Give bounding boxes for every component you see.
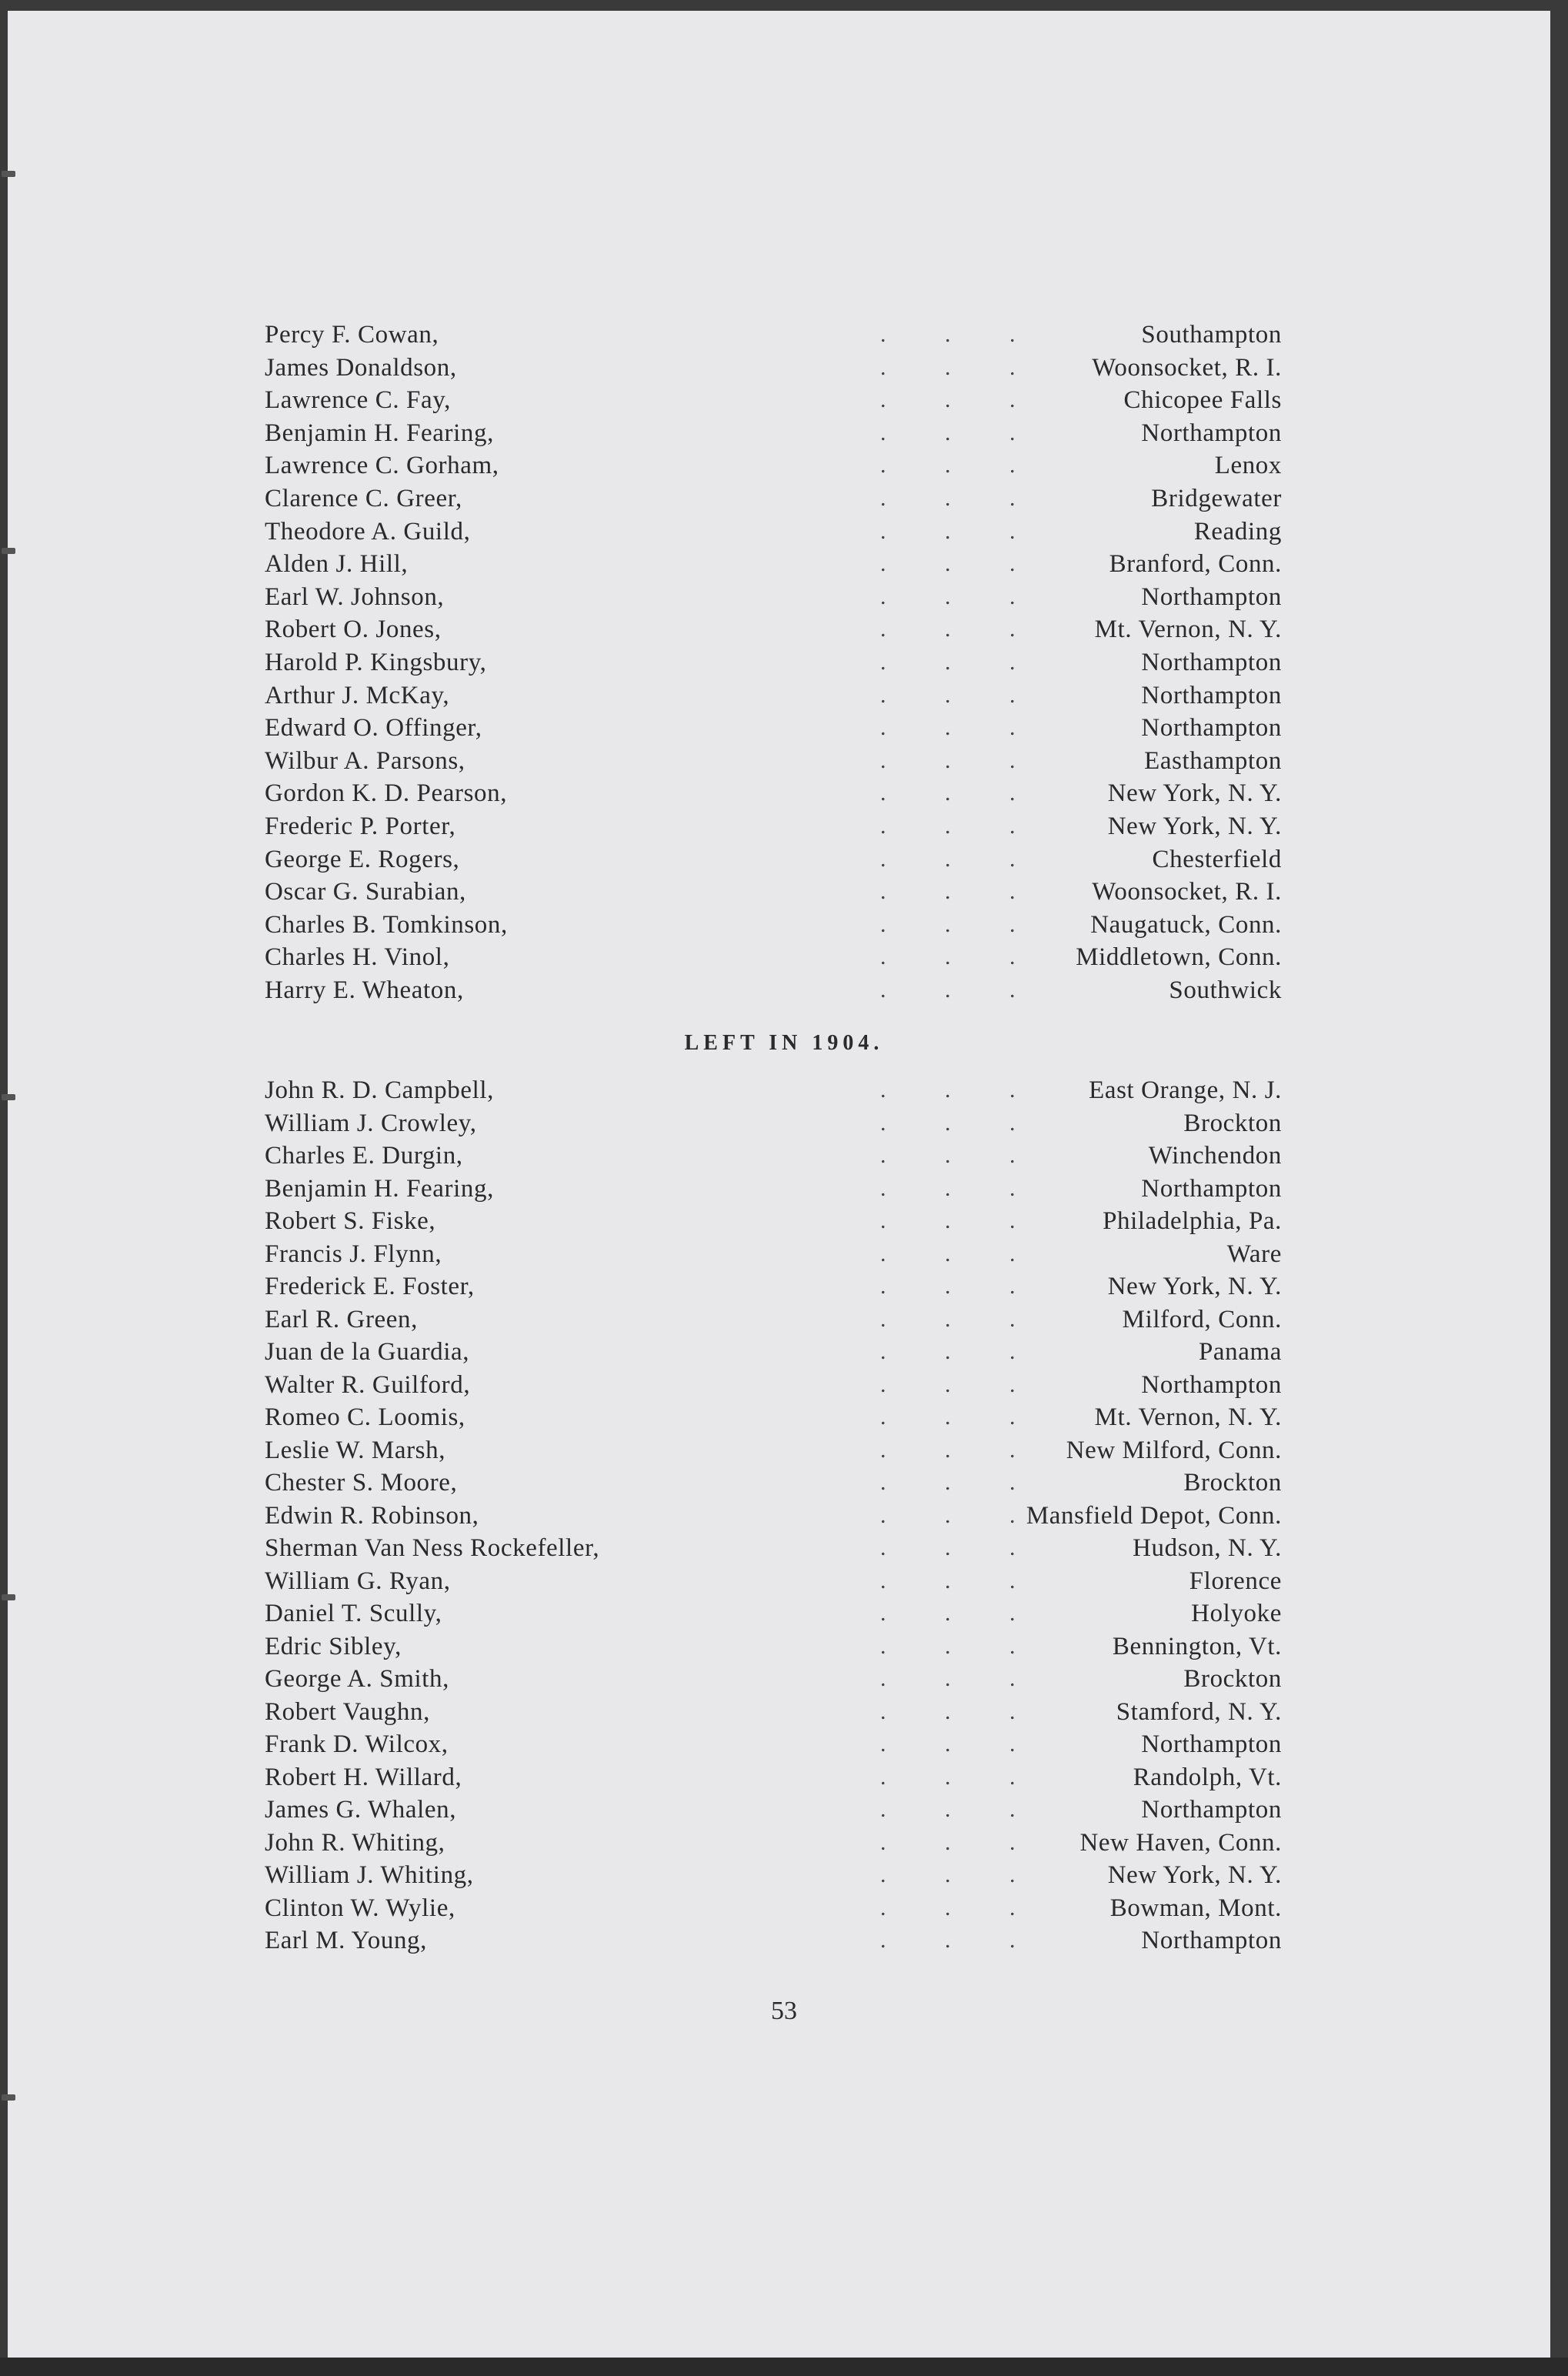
leader-dot: . — [880, 486, 886, 511]
list-item — [265, 1140, 1282, 1172]
person-name: Daniel T. Scully, — [265, 1600, 442, 1627]
leader-dot: . — [945, 1797, 951, 1822]
hometown: Naugatuck, Conn. — [1090, 910, 1282, 939]
person-name: Charles E. Durgin, — [265, 1142, 463, 1170]
list-item — [265, 516, 1282, 548]
person-name: Lawrence C. Fay, — [265, 386, 452, 415]
list-item — [265, 1205, 1282, 1237]
list-item — [265, 1597, 1282, 1630]
leader-dot: . — [1009, 419, 1016, 446]
list-item — [265, 1434, 1282, 1467]
list-item — [265, 1728, 1282, 1760]
leader-dot: . — [880, 583, 886, 609]
person-name: Theodore A. Guild, — [265, 517, 471, 546]
hometown: Northampton — [1141, 1730, 1282, 1758]
person-name: William J. Crowley, — [265, 1109, 477, 1137]
hometown: Mt. Vernon, N. Y. — [1094, 1403, 1282, 1431]
leader-dot: . — [880, 747, 886, 773]
list-item — [265, 679, 1282, 712]
leader-dot: . — [945, 649, 951, 675]
leader-dot: . — [880, 1502, 886, 1528]
leader-dot: . — [880, 1797, 886, 1822]
list-item — [265, 1696, 1282, 1728]
person-name: Edward O. Offinger, — [265, 714, 482, 742]
leader-dot: . — [880, 1829, 886, 1855]
leader-dot: . — [1009, 911, 1016, 937]
person-name: Percy F. Cowan, — [265, 321, 439, 349]
leader-dot: . — [880, 1240, 886, 1266]
person-name: William J. Whiting, — [265, 1861, 474, 1889]
leader-dot: . — [880, 1143, 886, 1168]
person-name: Chester S. Moore, — [265, 1469, 458, 1497]
list-item — [265, 1892, 1282, 1924]
leader-dot: . — [880, 1470, 886, 1495]
list-item — [265, 449, 1282, 482]
leader-dot: . — [880, 780, 886, 806]
hometown: Brockton — [1183, 1469, 1282, 1497]
leader-dot: . — [1009, 1273, 1016, 1299]
leader-dot: . — [880, 1633, 886, 1659]
person-name: Charles B. Tomkinson, — [265, 910, 508, 939]
hometown: Mansfield Depot, Conn. — [1026, 1501, 1282, 1530]
list-item — [265, 548, 1282, 580]
leader-dot: . — [1009, 1404, 1016, 1430]
leader-dot: . — [945, 944, 951, 970]
list-item — [265, 777, 1282, 809]
leader-dot: . — [945, 1240, 951, 1266]
leader-dot: . — [1009, 1306, 1016, 1332]
leader-dot: . — [1009, 1371, 1016, 1397]
person-name: Lawrence C. Gorham, — [265, 452, 499, 480]
leader-dot: . — [880, 1764, 886, 1790]
hometown: Randolph, Vt. — [1133, 1763, 1282, 1791]
leader-dot: . — [945, 1567, 951, 1593]
leader-dot: . — [945, 322, 951, 347]
margin-tick — [2, 171, 15, 177]
hometown: Southwick — [1169, 976, 1282, 1004]
leader-dot: . — [1009, 486, 1016, 511]
hometown: Northampton — [1141, 649, 1282, 676]
person-name: Benjamin H. Fearing, — [265, 1174, 494, 1203]
leader-dot: . — [880, 1698, 886, 1724]
leader-dot: . — [945, 1306, 951, 1332]
leader-dot: . — [945, 616, 951, 642]
person-name: Frederic P. Porter, — [265, 813, 456, 840]
leader-dot: . — [945, 846, 951, 872]
list-item — [265, 1336, 1282, 1368]
list-item — [265, 810, 1282, 843]
leader-dot: . — [945, 1404, 951, 1430]
person-name: James G. Whalen, — [265, 1796, 457, 1824]
person-name: George E. Rogers, — [265, 845, 460, 873]
hometown: New York, N. Y. — [1107, 1273, 1282, 1300]
leader-dot: . — [945, 1894, 951, 1920]
person-name: John R. D. Campbell, — [265, 1076, 494, 1104]
leader-dot: . — [880, 682, 886, 708]
leader-dot: . — [880, 1306, 886, 1332]
leader-dot: . — [945, 1502, 951, 1528]
leader-dot: . — [945, 1437, 951, 1463]
hometown: Woonsocket, R. I. — [1092, 878, 1282, 906]
list-item — [265, 1369, 1282, 1401]
leader-dot: . — [1009, 354, 1016, 380]
person-name: John R. Whiting, — [265, 1828, 445, 1857]
leader-dot: . — [880, 715, 886, 741]
scan-bottom-edge — [0, 2358, 1568, 2376]
person-name: William G. Ryan, — [265, 1567, 451, 1595]
hometown: New York, N. Y. — [1107, 1861, 1282, 1889]
section-heading: LEFT IN 1904. — [684, 1031, 884, 1055]
leader-dot: . — [945, 1175, 951, 1201]
leader-dot: . — [1009, 813, 1016, 839]
hometown: Northampton — [1141, 714, 1282, 742]
hometown: New Haven, Conn. — [1079, 1828, 1282, 1857]
person-name: Alden J. Hill, — [265, 550, 409, 579]
leader-dot: . — [880, 1077, 886, 1103]
leader-dot: . — [945, 1600, 951, 1626]
person-name: Earl W. Johnson, — [265, 582, 445, 611]
hometown: Easthampton — [1144, 746, 1282, 775]
leader-dot: . — [880, 354, 886, 380]
person-name: Robert S. Fiske, — [265, 1207, 436, 1235]
leader-dot: . — [1009, 1502, 1016, 1528]
leader-dot: . — [880, 1175, 886, 1201]
list-item — [265, 581, 1282, 613]
leader-dot: . — [880, 1437, 886, 1463]
person-name: Sherman Van Ness Rockefeller, — [265, 1534, 600, 1562]
list-item — [265, 1074, 1282, 1106]
leader-dot: . — [1009, 1862, 1016, 1887]
leader-dot: . — [1009, 1731, 1016, 1757]
person-name: James Donaldson, — [265, 353, 457, 382]
leader-dot: . — [945, 1698, 951, 1724]
hometown: Northampton — [1141, 1370, 1282, 1399]
hometown: Brockton — [1183, 1665, 1282, 1693]
person-name: Romeo C. Loomis, — [265, 1403, 465, 1431]
list-item — [265, 1303, 1282, 1336]
hometown: Bridgewater — [1151, 485, 1282, 512]
leader-dot: . — [880, 879, 886, 905]
leader-dot: . — [880, 813, 886, 839]
person-name: Robert Vaughn, — [265, 1697, 430, 1726]
hometown: Southampton — [1141, 321, 1282, 349]
hometown: Northampton — [1141, 681, 1282, 709]
list-item — [265, 876, 1282, 908]
leader-dot: . — [945, 518, 951, 544]
list-item — [265, 352, 1282, 384]
hometown: Mt. Vernon, N. Y. — [1094, 616, 1282, 644]
leader-dot: . — [945, 1829, 951, 1855]
hometown: Brockton — [1183, 1109, 1282, 1137]
leader-dot: . — [880, 1666, 886, 1691]
leader-dot: . — [945, 486, 951, 511]
hometown: Bennington, Vt. — [1112, 1632, 1282, 1660]
leader-dot: . — [1009, 1567, 1016, 1593]
leader-dot: . — [1009, 1797, 1016, 1822]
hometown: East Orange, N. J. — [1089, 1076, 1282, 1104]
person-name: Benjamin H. Fearing, — [265, 419, 494, 447]
list-item — [265, 1663, 1282, 1695]
leader-dot: . — [1009, 322, 1016, 347]
margin-tick — [2, 2094, 15, 2101]
list-item — [265, 1401, 1282, 1433]
leader-dot: . — [1009, 1666, 1016, 1691]
leader-dot: . — [880, 649, 886, 675]
list-item — [265, 1107, 1282, 1140]
leader-dot: . — [880, 1404, 886, 1430]
leader-dot: . — [880, 1731, 886, 1757]
leader-dot: . — [945, 1535, 951, 1560]
leader-dot: . — [1009, 518, 1016, 544]
leader-dot: . — [945, 1666, 951, 1691]
leader-dot: . — [945, 715, 951, 741]
leader-dot: . — [1009, 977, 1016, 1003]
leader-dot: . — [880, 1535, 886, 1560]
leader-dot: . — [1009, 1698, 1016, 1724]
hometown: Branford, Conn. — [1109, 550, 1282, 579]
leader-dot: . — [945, 813, 951, 839]
leader-dot: . — [880, 846, 886, 872]
leader-dot: . — [1009, 846, 1016, 872]
person-name: Robert H. Willard, — [265, 1763, 462, 1791]
list-item — [265, 482, 1282, 515]
leader-dot: . — [945, 682, 951, 708]
leader-dot: . — [945, 1273, 951, 1299]
leader-dot: . — [880, 1567, 886, 1593]
list-item — [265, 1827, 1282, 1859]
person-name: Earl R. Green, — [265, 1305, 418, 1333]
leader-dot: . — [945, 1208, 951, 1233]
hometown: Florence — [1189, 1567, 1282, 1595]
leader-dot: . — [1009, 1633, 1016, 1659]
page-number: 53 — [771, 1997, 797, 2025]
list-item — [265, 646, 1282, 679]
leader-dot: . — [880, 452, 886, 479]
person-name: Francis J. Flynn, — [265, 1240, 442, 1268]
leader-dot: . — [1009, 583, 1016, 609]
leader-dot: . — [1009, 452, 1016, 479]
leader-dot: . — [945, 452, 951, 479]
leader-dot: . — [1009, 747, 1016, 773]
leader-dot: . — [945, 1470, 951, 1495]
hometown: New Milford, Conn. — [1066, 1436, 1282, 1464]
list-item — [265, 1924, 1282, 1957]
leader-dot: . — [1009, 387, 1016, 413]
leader-dot: . — [945, 1862, 951, 1887]
leader-dot: . — [945, 1077, 951, 1103]
person-name: Harold P. Kingsbury, — [265, 649, 487, 676]
hometown: Lenox — [1214, 452, 1282, 480]
leader-dot: . — [880, 387, 886, 413]
person-name: Arthur J. McKay, — [265, 681, 450, 709]
leader-dot: . — [880, 1894, 886, 1920]
leader-dot: . — [945, 1764, 951, 1790]
leader-dot: . — [1009, 879, 1016, 905]
person-name: Clinton W. Wylie, — [265, 1894, 455, 1922]
leader-dot: . — [880, 911, 886, 937]
person-name: Charles H. Vinol, — [265, 943, 450, 972]
leader-dot: . — [945, 387, 951, 413]
leader-dot: . — [1009, 616, 1016, 642]
leader-dot: . — [1009, 1143, 1016, 1168]
leader-dot: . — [1009, 780, 1016, 806]
leader-dot: . — [1009, 1208, 1016, 1233]
list-item — [265, 1467, 1282, 1499]
leader-dot: . — [880, 977, 886, 1003]
hometown: Woonsocket, R. I. — [1092, 353, 1282, 382]
person-name: Walter R. Guilford, — [265, 1370, 471, 1399]
hometown: Winchendon — [1148, 1142, 1282, 1170]
hometown: Bowman, Mont. — [1109, 1894, 1282, 1922]
leader-dot: . — [1009, 1339, 1016, 1364]
list-item — [265, 1630, 1282, 1663]
hometown: Philadelphia, Pa. — [1103, 1207, 1282, 1235]
leader-dot: . — [1009, 1894, 1016, 1920]
leader-dot: . — [1009, 1927, 1016, 1953]
leader-dot: . — [880, 616, 886, 642]
leader-dot: . — [1009, 1110, 1016, 1136]
leader-dot: . — [1009, 944, 1016, 970]
leader-dot: . — [945, 583, 951, 609]
list-item — [265, 417, 1282, 449]
leader-dot: . — [1009, 1470, 1016, 1495]
leader-dot: . — [1009, 715, 1016, 741]
leader-dot: . — [1009, 1240, 1016, 1266]
hometown: Stamford, N. Y. — [1116, 1697, 1282, 1726]
list-item — [265, 1238, 1282, 1270]
leader-dot: . — [880, 419, 886, 446]
leader-dot: . — [1009, 649, 1016, 675]
hometown: Northampton — [1141, 1796, 1282, 1824]
leader-dot: . — [945, 879, 951, 905]
leader-dot: . — [945, 1731, 951, 1757]
leader-dot: . — [880, 1339, 886, 1364]
leader-dot: . — [1009, 1077, 1016, 1103]
person-name: Clarence C. Greer, — [265, 485, 462, 512]
leader-dot: . — [945, 1633, 951, 1659]
person-name: Earl M. Young, — [265, 1927, 428, 1954]
person-name: Harry E. Wheaton, — [265, 976, 464, 1004]
list-item — [265, 843, 1282, 876]
list-item — [265, 1532, 1282, 1564]
hometown: Chesterfield — [1152, 845, 1282, 873]
hometown: Holyoke — [1191, 1600, 1282, 1627]
list-item — [265, 1761, 1282, 1794]
hometown: Panama — [1198, 1338, 1282, 1366]
hometown: Middletown, Conn. — [1076, 943, 1282, 972]
list-item — [265, 1173, 1282, 1205]
leader-dot: . — [945, 747, 951, 773]
leader-dot: . — [880, 322, 886, 347]
leader-dot: . — [880, 1208, 886, 1233]
margin-tick — [2, 1094, 15, 1100]
leader-dot: . — [1009, 682, 1016, 708]
list-item — [265, 941, 1282, 973]
person-name: George A. Smith, — [265, 1665, 449, 1693]
list-item — [265, 1270, 1282, 1303]
leader-dot: . — [880, 551, 886, 577]
list-item — [265, 1500, 1282, 1532]
person-name: Leslie W. Marsh, — [265, 1436, 446, 1464]
person-name: Oscar G. Surabian, — [265, 878, 466, 906]
list-item — [265, 1794, 1282, 1826]
leader-dot: . — [945, 354, 951, 380]
leader-dot: . — [880, 518, 886, 544]
leader-dot: . — [1009, 1175, 1016, 1201]
leader-dot: . — [1009, 1764, 1016, 1790]
leader-dot: . — [945, 780, 951, 806]
list-item — [265, 712, 1282, 744]
hometown: Northampton — [1141, 1927, 1282, 1954]
leader-dot: . — [880, 1371, 886, 1397]
leader-dot: . — [880, 944, 886, 970]
person-name: Frederick E. Foster, — [265, 1273, 475, 1300]
leader-dot: . — [880, 1273, 886, 1299]
leader-dot: . — [945, 1927, 951, 1953]
leader-dot: . — [1009, 551, 1016, 577]
leader-dot: . — [945, 911, 951, 937]
leader-dot: . — [880, 1927, 886, 1953]
leader-dot: . — [880, 1110, 886, 1136]
person-name: Frank D. Wilcox, — [265, 1730, 449, 1758]
leader-dot: . — [1009, 1535, 1016, 1560]
hometown: Milford, Conn. — [1122, 1305, 1282, 1333]
hometown: Northampton — [1141, 419, 1282, 447]
person-name: Edwin R. Robinson, — [265, 1501, 479, 1530]
list-item — [265, 745, 1282, 777]
hometown: New York, N. Y. — [1107, 779, 1282, 808]
list-item — [265, 384, 1282, 416]
list-item — [265, 974, 1282, 1006]
leader-dot: . — [945, 1339, 951, 1364]
margin-tick — [2, 548, 15, 554]
list-item — [265, 319, 1282, 351]
hometown: Reading — [1193, 517, 1282, 546]
leader-dot: . — [1009, 1829, 1016, 1855]
list-item — [265, 1859, 1282, 1891]
hometown: Northampton — [1141, 1174, 1282, 1203]
leader-dot: . — [945, 419, 951, 446]
leader-dot: . — [1009, 1600, 1016, 1626]
list-item — [265, 909, 1282, 941]
margin-tick — [2, 1594, 15, 1600]
leader-dot: . — [945, 1143, 951, 1168]
person-name: Wilbur A. Parsons, — [265, 746, 465, 775]
hometown: Chicopee Falls — [1123, 386, 1282, 415]
hometown: New York, N. Y. — [1107, 813, 1282, 840]
list-item — [265, 1565, 1282, 1597]
leader-dot: . — [945, 1371, 951, 1397]
person-name: Edric Sibley, — [265, 1632, 402, 1660]
person-name: Robert O. Jones, — [265, 616, 442, 644]
hometown: Hudson, N. Y. — [1133, 1534, 1282, 1562]
list-item — [265, 613, 1282, 646]
leader-dot: . — [945, 551, 951, 577]
leader-dot: . — [1009, 1437, 1016, 1463]
leader-dot: . — [945, 977, 951, 1003]
hometown: Northampton — [1141, 582, 1282, 611]
person-name: Juan de la Guardia, — [265, 1338, 470, 1366]
leader-dot: . — [880, 1862, 886, 1887]
hometown: Ware — [1226, 1240, 1282, 1268]
person-name: Gordon K. D. Pearson, — [265, 779, 508, 808]
leader-dot: . — [880, 1600, 886, 1626]
leader-dot: . — [945, 1110, 951, 1136]
